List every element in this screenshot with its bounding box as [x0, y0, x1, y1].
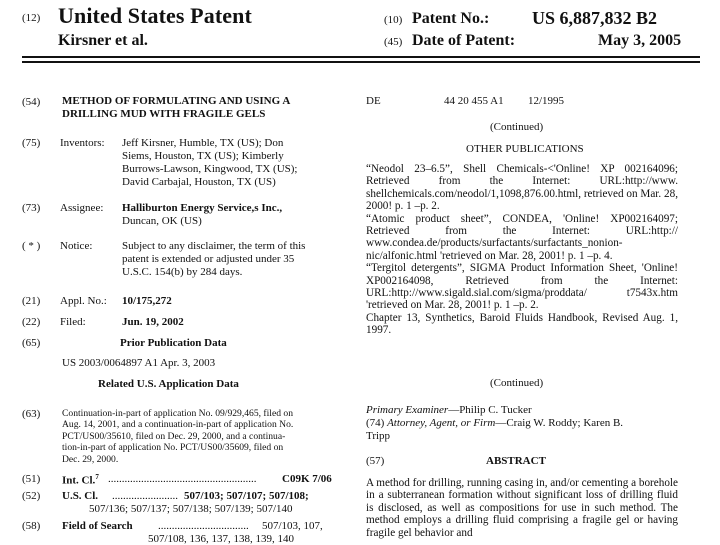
assignee-label: Assignee:	[60, 202, 104, 214]
code-54: (54)	[22, 96, 41, 108]
continuation-block	[62, 408, 293, 465]
us-cl-label: U.S. Cl.	[62, 490, 99, 502]
appl-no-value: 10/175,272	[122, 295, 172, 307]
assignee-line1: Halliburton Energy Service,s Inc.,	[122, 202, 283, 214]
attorney-name: —Craig W. Roddy; Karen B.	[495, 417, 624, 429]
code-22: (22)	[22, 316, 41, 328]
int-cl-value: C09K 7/06	[282, 473, 332, 485]
code-notice: ( * )	[22, 240, 41, 252]
foreign-date: 12/1995	[528, 95, 565, 107]
continuation-line3: PCT/US00/35610, filed on Dec. 29, 2000, and a continua-	[62, 430, 286, 442]
publication-1: “Neodol 23–6.5”, Shell Chemicals-<'Online! XP 002164096; Retrieved from the Internet: URL:http://www. shellchemicals.com/neodol/1,1098,876.00.html, retrieved on Mar. 28, 2000! p. 1 –p. 2.	[366, 163, 678, 213]
int-cl-sup: 7	[95, 473, 99, 481]
publication-3: “Tergitol detergents”, SIGMA Product Information Sheet, 'Online! XP002164098, Retrieved from the Internet: URL:http://www.sigald.sial.com/sigma/proddata/ t7543x.htm 'retrieved on Mar. 28, 2001! p. 1 –p. 2.	[366, 262, 678, 312]
field-search-line1: 507/103, 107,	[262, 520, 323, 532]
examiner-line	[366, 404, 532, 416]
notice-label: Notice:	[60, 240, 93, 252]
attorney-code: (74)	[366, 417, 385, 429]
examiner-label: Primary Examiner	[366, 404, 449, 416]
filed-label: Filed:	[60, 316, 86, 328]
inventors-label: Inventors:	[60, 137, 105, 149]
examiner-name: —Philip C. Tucker	[448, 404, 532, 416]
abstract-text: A method for drilling, running casing in, and/or cementing a borehole in a subterranean formation without significant loss of drilling fluid is disclosed, as well as compositions for use in such method. The method employs a drilling fluid comprising a fragile gel or having fragile gel behavior and	[366, 477, 678, 539]
invention-title-line2: DRILLING MUD WITH FRAGILE GELS	[62, 108, 266, 120]
us-cl-dots: ........................	[112, 490, 178, 502]
int-cl-label-text: Int. Cl.	[62, 474, 96, 487]
code-63: (63)	[22, 408, 41, 420]
code-57: (57)	[366, 455, 385, 467]
invention-title-line1: METHOD OF FORMULATING AND USING A	[62, 95, 291, 107]
attorney-label: Attorney, Agent, or Firm	[387, 417, 496, 429]
appl-no-label: Appl. No.:	[60, 295, 107, 307]
code-21: (21)	[22, 295, 41, 307]
continued-1: (Continued)	[490, 121, 544, 133]
field-search-label: Field of Search	[62, 520, 133, 532]
field-search-dots: .................................	[158, 520, 249, 532]
continuation-line5: Dec. 29, 2000.	[62, 453, 119, 465]
continued-2: (Continued)	[490, 377, 544, 389]
us-cl-line1-text: 507/103; 507/107; 507/108;	[184, 490, 309, 502]
us-cl-line2: 507/136; 507/137; 507/138; 507/139; 507/140	[89, 503, 293, 515]
foreign-country: DE	[366, 95, 381, 107]
code-10: (10)	[384, 14, 403, 26]
prior-pub-heading: Prior Publication Data	[120, 337, 227, 349]
patent-number: US 6,887,832 B2	[532, 8, 658, 28]
filed-value: Jun. 19, 2002	[122, 316, 184, 328]
notice-line2: patent is extended or adjusted under 35	[122, 253, 295, 265]
code-52: (52)	[22, 490, 41, 502]
other-pubs-heading: OTHER PUBLICATIONS	[466, 143, 584, 155]
code-73: (73)	[22, 202, 41, 214]
date-label: Date of Patent:	[412, 32, 516, 49]
us-cl-line1	[184, 490, 309, 502]
code-51: (51)	[22, 473, 41, 485]
code-58: (58)	[22, 520, 41, 532]
int-cl-label	[62, 473, 99, 487]
patent-no-label: Patent No.:	[412, 10, 490, 27]
inventors-line1: Jeff Kirsner, Humble, TX (US); Don	[122, 137, 284, 149]
code-65: (65)	[22, 337, 41, 349]
int-cl-dots: ......................................................	[108, 473, 257, 485]
attorney-line2: Tripp	[366, 430, 391, 442]
foreign-number: 44 20 455 A1	[444, 95, 504, 107]
continuation-line2: Aug. 14, 2001, and a continuation-in-part of application No.	[62, 419, 294, 431]
header-rule-1	[22, 56, 700, 58]
assignee-line2: Duncan, OK (US)	[122, 215, 202, 227]
notice-line3: U.S.C. 154(b) by 284 days.	[122, 266, 243, 278]
code-45: (45)	[384, 36, 403, 48]
abstract-heading: ABSTRACT	[486, 455, 546, 467]
continuation-line1: Continuation-in-part of application No. 09/929,465, filed on	[62, 408, 294, 419]
attorney-line	[366, 417, 623, 429]
prior-pub-line: US 2003/0064897 A1 Apr. 3, 2003	[62, 357, 216, 369]
code-12: (12)	[22, 12, 41, 24]
authors: Kirsner et al.	[58, 32, 148, 49]
patent-date: May 3, 2005	[598, 32, 682, 49]
related-app-heading: Related U.S. Application Data	[98, 378, 239, 390]
code-75: (75)	[22, 137, 41, 149]
field-search-line2: 507/108, 136, 137, 138, 139, 140	[148, 533, 295, 545]
publications-list	[366, 163, 678, 337]
publication-2: “Atomic product sheet”, CONDEA, 'Online! XP002164097; Retrieved from the Internet: URL:http:// www.condea.de/products/surfactants/surfactants_nonion- nic/alfonic.html 'retrieved on Mar. 28, 2001! p. 1 –p. 4.	[366, 212, 678, 262]
header-rule-2	[22, 61, 700, 63]
inventors-line2: Siems, Houston, TX (US); Kimberly	[122, 150, 284, 162]
inventors-line4: David Carbajal, Houston, TX (US)	[122, 176, 276, 188]
continuation-line4: tion-in-part of application No. PCT/US00/35609, filed on	[62, 442, 284, 454]
inventors-line3: Burrows-Lawson, Kingwood, TX (US);	[122, 163, 298, 175]
publication-4: Chapter 13, Synthetics, Baroid Fluids Handbook, Revised Aug. 1, 1997.	[366, 311, 678, 337]
document-title: United States Patent	[58, 3, 252, 28]
notice-line1: Subject to any disclaimer, the term of this	[122, 240, 306, 252]
